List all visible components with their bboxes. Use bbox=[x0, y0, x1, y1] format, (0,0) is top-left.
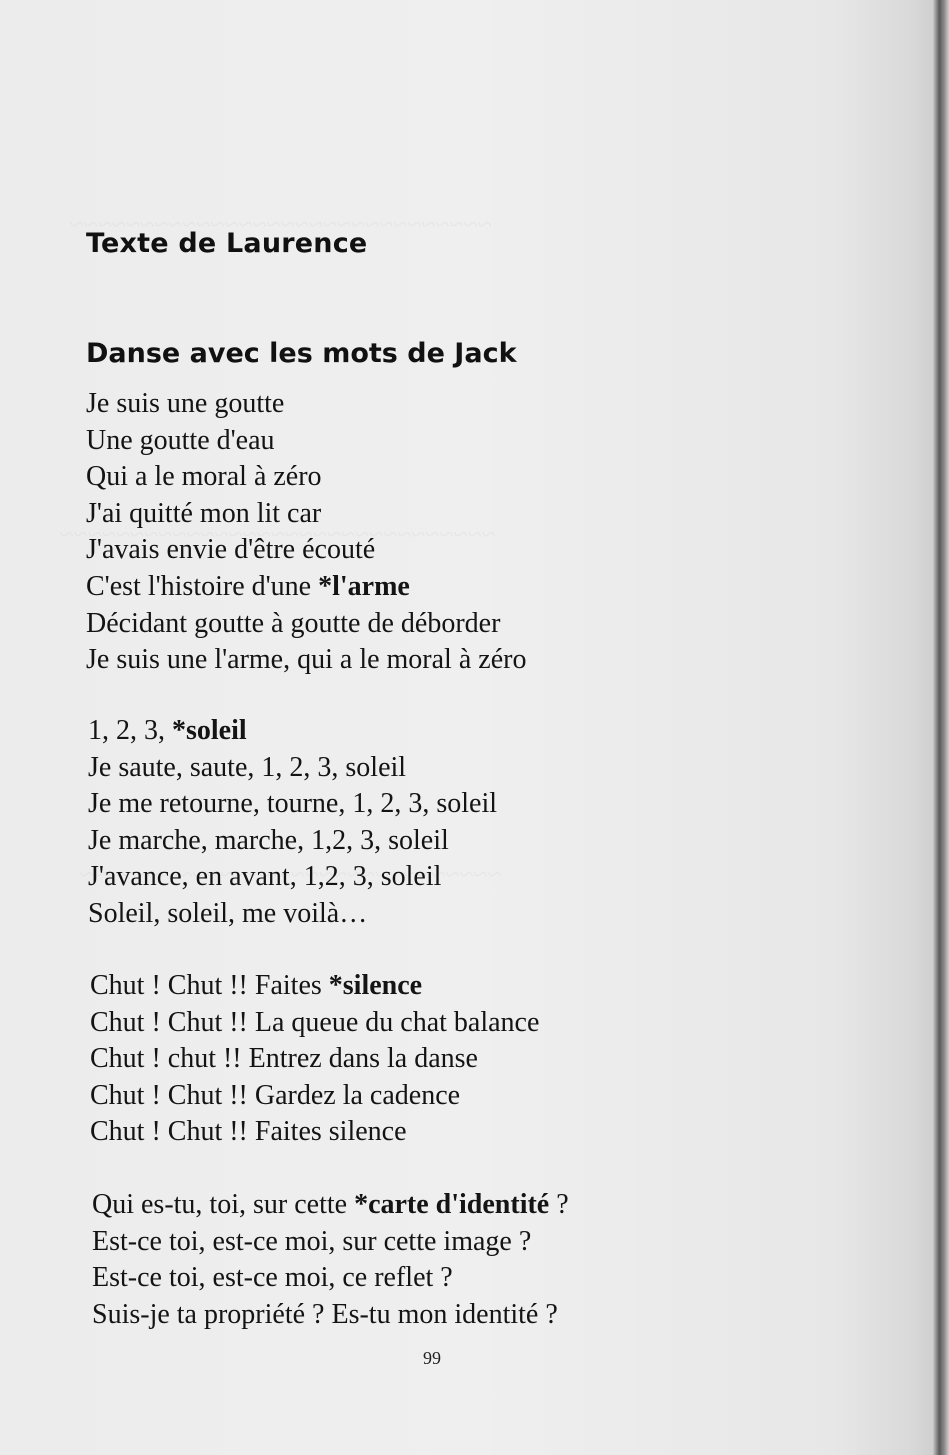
keyword-carte-identite: *carte d'identité bbox=[354, 1189, 550, 1220]
poem-line: Chut ! Chut !! Faites silence bbox=[90, 1116, 407, 1148]
poem-line: Chut ! Chut !! La queue du chat balance bbox=[90, 1006, 540, 1038]
poem-title: Danse avec les mots de Jack bbox=[86, 338, 517, 369]
stanza-3 bbox=[90, 968, 539, 1151]
keyword-silence: *silence bbox=[328, 970, 423, 1001]
poem-line-with-keyword bbox=[86, 569, 526, 606]
poem-line: Je me retourne, tourne, 1, 2, 3, soleil bbox=[88, 788, 498, 820]
poem-line: Je suis une goutte bbox=[86, 388, 285, 419]
poem-line: Décidant goutte à goutte de déborder bbox=[86, 607, 501, 639]
poem-line: Je saute, saute, 1, 2, 3, soleil bbox=[88, 751, 407, 783]
keyword-soleil: *soleil bbox=[172, 715, 247, 746]
poem-line: Une goutte d'eau bbox=[86, 424, 275, 456]
poem-line: Soleil, soleil, me voilà… bbox=[88, 897, 368, 929]
line-text: 1, 2, 3, bbox=[88, 715, 172, 746]
line-text: Chut ! Chut !! Faites bbox=[90, 970, 329, 1001]
keyword-larme: *l'arme bbox=[318, 570, 410, 602]
page-number: 99 bbox=[423, 1348, 441, 1368]
poem-line: Qui a le moral à zéro bbox=[86, 461, 322, 493]
poem-line: Est-ce toi, est-ce moi, sur cette image ? bbox=[92, 1225, 532, 1257]
poem-line: Je suis une l'arme, qui a le moral à zéro bbox=[86, 644, 527, 676]
poem-line: Chut ! Chut !! Gardez la cadence bbox=[90, 1079, 461, 1111]
poem-line: Suis-je ta propriété ? Es-tu mon identité ? bbox=[92, 1298, 558, 1330]
poem-line: Je marche, marche, 1,2, 3, soleil bbox=[88, 824, 449, 856]
line-text: Qui es-tu, toi, sur cette bbox=[92, 1189, 355, 1220]
poem-line: J'avais envie d'être écouté bbox=[86, 534, 376, 566]
stanza-4 bbox=[92, 1187, 569, 1333]
stanza-2 bbox=[88, 713, 497, 933]
author-heading: Texte de Laurence bbox=[86, 228, 368, 259]
book-spine-edge bbox=[933, 0, 949, 1455]
poem-line: J'ai quitté mon lit car bbox=[86, 497, 322, 529]
poem-line-with-keyword bbox=[92, 1187, 569, 1224]
line-text: C'est l'histoire d'une bbox=[86, 570, 319, 602]
poem-line-with-keyword bbox=[88, 713, 497, 750]
poem-line: Est-ce toi, est-ce moi, ce reflet ? bbox=[92, 1262, 453, 1294]
poem-line: J'avance, en avant, 1,2, 3, soleil bbox=[88, 861, 442, 893]
line-text-after: ? bbox=[549, 1189, 569, 1220]
stanza-1 bbox=[86, 386, 526, 679]
poem-line: Chut ! chut !! Entrez dans la danse bbox=[90, 1043, 478, 1075]
poem-line-with-keyword bbox=[90, 968, 539, 1005]
